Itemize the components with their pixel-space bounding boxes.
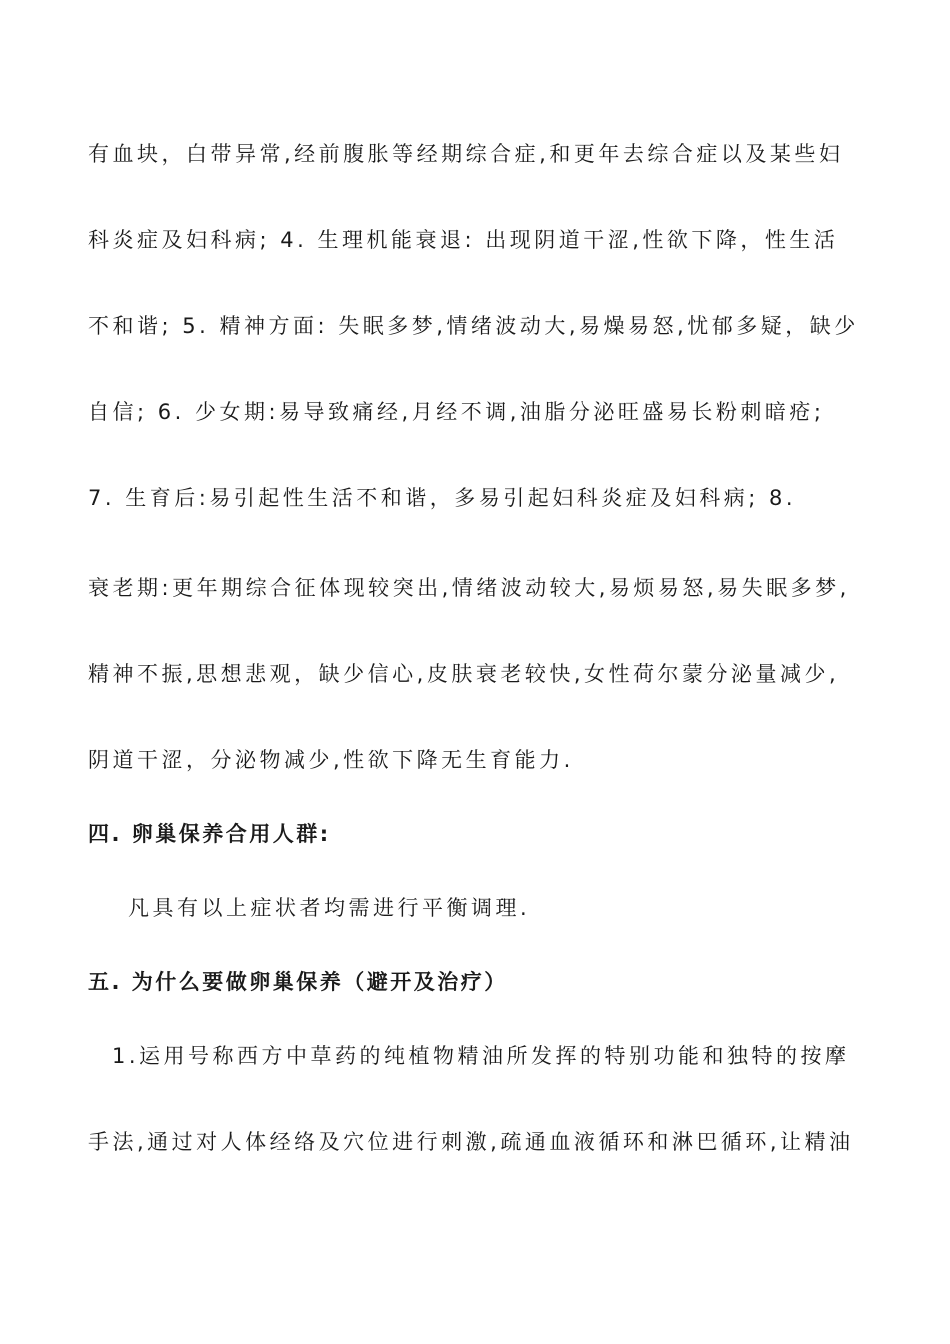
body-line-4: 自信; 6. 少女期:易导致痛经,月经不调,油脂分泌旺盛易长粉刺暗疮;: [88, 400, 825, 424]
body-line-6: 衰老期:更年期综合征体现较突出,情绪波动较大,易烦易怒,易失眠多梦,: [88, 576, 850, 600]
body-line-5: 7. 生育后:易引起性生活不和谐，多易引起妇科炎症及妇科病; 8.: [88, 486, 797, 510]
section-4-text: 凡具有以上症状者均需进行平衡调理.: [128, 896, 531, 920]
body-line-2: 科炎症及妇科病; 4. 生理机能衰退: 出现阴道干涩,性欲下降，性生活: [88, 228, 839, 252]
body-line-3: 不和谐; 5. 精神方面: 失眠多梦,情绪波动大,易燥易怒,忧郁多疑，缺少: [88, 314, 859, 338]
body-line-1: 有血块，白带异常,经前腹胀等经期综合症,和更年去综合症以及某些妇: [88, 142, 844, 166]
section-5-line-2: 手法,通过对人体经络及穴位进行刺激,疏通血液循环和淋巴循环,让精油: [88, 1130, 854, 1154]
body-line-7: 精神不振,思想悲观，缺少信心,皮肤衰老较快,女性荷尔蒙分泌量减少,: [88, 662, 840, 686]
section-4-heading: 四. 卵巢保养合用人群:: [88, 822, 331, 846]
section-5-line-1: 1.运用号称西方中草药的纯植物精油所发挥的特别功能和独特的按摩: [112, 1044, 850, 1068]
body-line-8: 阴道干涩，分泌物减少,性欲下降无生育能力.: [88, 748, 574, 772]
section-5-heading: 五. 为什么要做卵巢保养（避开及治疗）: [88, 970, 508, 994]
